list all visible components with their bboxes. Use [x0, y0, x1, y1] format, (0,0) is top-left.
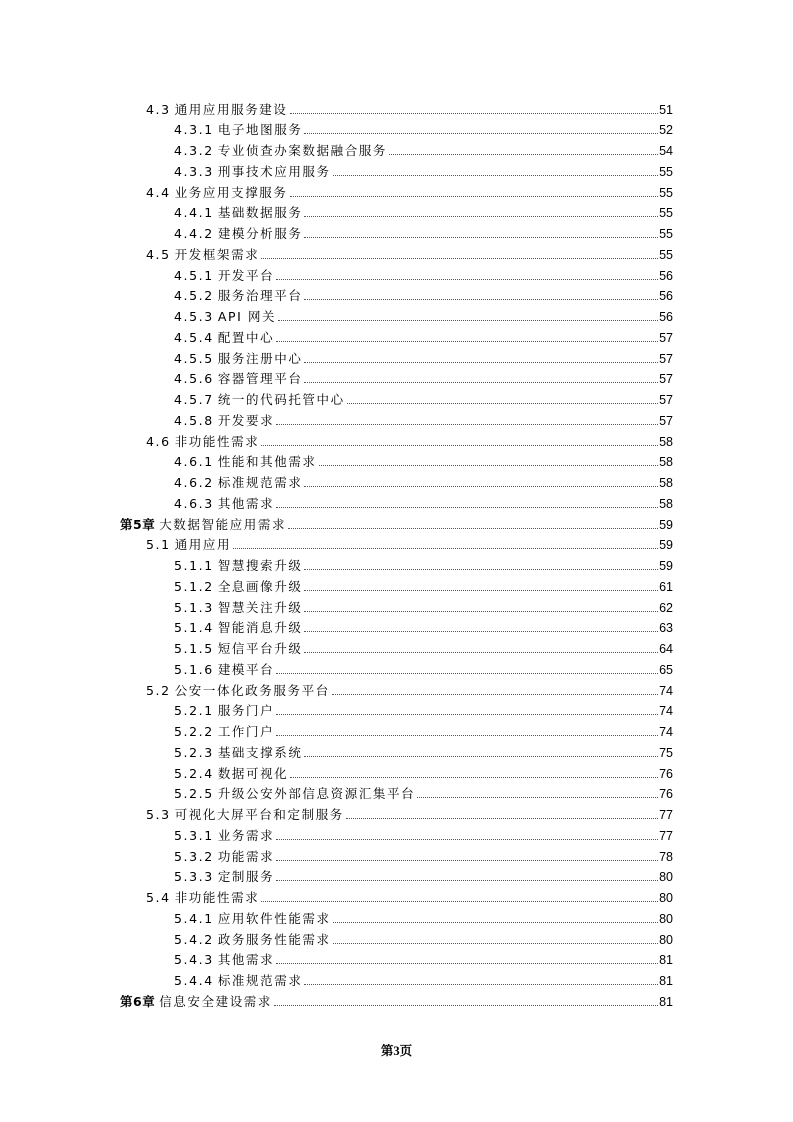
toc-leader-dots: [333, 175, 658, 176]
toc-leader-dots: [288, 528, 658, 529]
toc-entry-page-number: 55: [659, 206, 673, 221]
toc-leader-dots: [332, 694, 658, 695]
toc-entry-title: 应用软件性能需求: [217, 910, 331, 926]
toc-entry-number: 4.3.2: [174, 143, 214, 159]
toc-leader-dots: [233, 548, 658, 549]
toc-entry-title: 业务应用支撑服务: [174, 184, 288, 200]
toc-entry-title: 业务需求: [217, 827, 275, 843]
toc-entry-title: 信息安全建设需求: [159, 993, 273, 1009]
toc-entry-number: 4.5.7: [174, 392, 214, 408]
toc-entry-title: 通用应用服务建设: [174, 101, 288, 117]
toc-entry-title: 基础数据服务: [217, 205, 303, 221]
toc-entry[interactable]: [174, 947, 673, 968]
toc-entry-page-number: 58: [659, 455, 673, 470]
toc-entry-title: 智慧关注升级: [217, 599, 303, 615]
toc-leader-dots: [290, 196, 659, 197]
toc-entry-page-number: 81: [659, 953, 673, 968]
toc-entry-title: 定制服务: [217, 869, 275, 885]
toc-leader-dots: [274, 1005, 658, 1006]
toc-entry-number: 5.1.3: [174, 599, 214, 615]
toc-entry[interactable]: [174, 345, 673, 366]
toc-entry-title: 全息画像升级: [217, 578, 303, 594]
toc-entry-title: 电子地图服务: [217, 122, 303, 138]
toc-entry[interactable]: [174, 138, 673, 159]
toc-leader-dots: [347, 403, 658, 404]
toc-leader-dots: [261, 901, 658, 902]
toc-entry-page-number: 76: [659, 787, 673, 802]
toc-entry[interactable]: [174, 739, 673, 760]
toc-leader-dots: [261, 258, 658, 259]
toc-entry-title: 建模分析服务: [217, 226, 303, 242]
toc-entry-page-number: 64: [659, 642, 673, 657]
toc-leader-dots: [276, 839, 658, 840]
toc-entry[interactable]: [174, 158, 673, 179]
toc-entry-page-number: 81: [659, 994, 673, 1009]
toc-entry-title: 非功能性需求: [174, 433, 260, 449]
toc-leader-dots: [276, 880, 658, 881]
toc-entry-page-number: 80: [659, 891, 673, 906]
toc-entry-page-number: 63: [659, 621, 673, 636]
toc-entry-title: 服务注册中心: [217, 350, 303, 366]
toc-entry-number: 4.5: [146, 246, 171, 262]
toc-entry[interactable]: [174, 449, 673, 470]
toc-entry[interactable]: [174, 470, 673, 491]
toc-entry[interactable]: [174, 407, 673, 428]
toc-entry[interactable]: [174, 366, 673, 387]
toc-entry-number: 4.5.8: [174, 412, 214, 428]
toc-entry-number: 5.3: [146, 807, 171, 823]
toc-leader-dots: [304, 631, 658, 632]
toc-entry-title: 建模平台: [217, 661, 275, 677]
toc-entry-title: 开发框架需求: [174, 246, 260, 262]
toc-leader-dots: [278, 320, 658, 321]
toc-entry[interactable]: [174, 594, 673, 615]
toc-entry-page-number: 56: [659, 268, 673, 283]
toc-entry-number: 4.4.2: [174, 226, 214, 242]
toc-entry-page-number: 57: [659, 330, 673, 345]
toc-entry[interactable]: [146, 428, 673, 449]
toc-entry-number: 4.5.5: [174, 350, 214, 366]
toc-entry-page-number: 80: [659, 932, 673, 947]
toc-entry-page-number: 57: [659, 372, 673, 387]
toc-entry-number: 5.4.2: [174, 931, 214, 947]
toc-entry-title: 服务门户: [217, 703, 275, 719]
toc-entry-title: 开发要求: [217, 412, 275, 428]
toc-chapter-entry[interactable]: [120, 511, 673, 532]
toc-entry-title: API 网关: [217, 309, 277, 325]
toc-entry-page-number: 55: [659, 164, 673, 179]
toc-entry-number: 4.5.1: [174, 267, 214, 283]
toc-entry-page-number: 65: [659, 662, 673, 677]
toc-leader-dots: [304, 237, 658, 238]
toc-entry-number: 4.6: [146, 433, 171, 449]
toc-entry-page-number: 80: [659, 911, 673, 926]
toc-entry-number: 5.3.2: [174, 848, 214, 864]
toc-entry-number: 5.1.5: [174, 641, 214, 657]
toc-entry[interactable]: [174, 905, 673, 926]
toc-leader-dots: [333, 943, 658, 944]
toc-entry-title: 升级公安外部信息资源汇集平台: [217, 786, 416, 802]
toc-entry-number: 5.1.2: [174, 578, 214, 594]
toc-entry-number: 5.1.1: [174, 558, 214, 574]
toc-entry-number: 4.3: [146, 101, 171, 117]
toc-entry-title: 短信平台升级: [217, 641, 303, 657]
toc-entry-title: 通用应用: [174, 537, 232, 553]
toc-leader-dots: [304, 362, 658, 363]
toc-entry-page-number: 55: [659, 227, 673, 242]
toc-entry[interactable]: [174, 490, 673, 511]
toc-entry[interactable]: [174, 304, 673, 325]
toc-leader-dots: [261, 445, 658, 446]
toc-entry-page-number: 52: [659, 123, 673, 138]
toc-entry-title: 标准规范需求: [217, 973, 303, 989]
toc-entry[interactable]: [174, 760, 673, 781]
toc-entry-number: 5.3.3: [174, 869, 214, 885]
toc-leader-dots: [304, 590, 658, 591]
toc-entry-number: 4.3.3: [174, 163, 214, 179]
toc-entry-page-number: 77: [659, 828, 673, 843]
toc-entry[interactable]: [146, 677, 673, 698]
toc-entry-title: 容器管理平台: [217, 371, 303, 387]
toc-leader-dots: [276, 714, 658, 715]
toc-entry-title: 工作门户: [217, 724, 275, 740]
toc-leader-dots: [304, 299, 658, 300]
toc-entry-number: 5.4.3: [174, 952, 214, 968]
toc-leader-dots: [276, 860, 658, 861]
toc-entry-page-number: 57: [659, 393, 673, 408]
toc-entry-page-number: 56: [659, 310, 673, 325]
toc-entry[interactable]: [174, 781, 673, 802]
toc-entry-page-number: 59: [659, 559, 673, 574]
toc-entry-number: 5.2.5: [174, 786, 214, 802]
toc-entry[interactable]: [174, 387, 673, 408]
toc-entry-page-number: 57: [659, 351, 673, 366]
toc-entry-number: 4.6.2: [174, 475, 214, 491]
toc-entry-page-number: 78: [659, 849, 673, 864]
toc-leader-dots: [304, 652, 658, 653]
toc-entry[interactable]: [174, 553, 673, 574]
toc-entry-page-number: 77: [659, 808, 673, 823]
toc-entry-title: 配置中心: [217, 329, 275, 345]
toc-entry[interactable]: [174, 636, 673, 657]
toc-entry[interactable]: [146, 96, 673, 117]
toc-leader-dots: [304, 569, 658, 570]
toc-leader-dots: [304, 756, 658, 757]
toc-entry-page-number: 55: [659, 247, 673, 262]
toc-entry-title: 专业侦查办案数据融合服务: [217, 143, 388, 159]
toc-entry[interactable]: [174, 262, 673, 283]
toc-entry[interactable]: [146, 532, 673, 553]
toc-entry-title: 性能和其他需求: [217, 454, 317, 470]
toc-entry[interactable]: [174, 117, 673, 138]
toc-entry-page-number: 58: [659, 496, 673, 511]
toc-entry[interactable]: [174, 656, 673, 677]
page-footer: 第3页: [380, 1044, 413, 1058]
toc-entry-title: 开发平台: [217, 267, 275, 283]
toc-entry-number: 4.5.2: [174, 288, 214, 304]
toc-entry-number: 5.2: [146, 682, 171, 698]
toc-chapter-entry[interactable]: [120, 988, 673, 1009]
toc-entry-number: 第5章: [120, 516, 156, 532]
toc-entry-number: 4.4.1: [174, 205, 214, 221]
toc-entry[interactable]: [146, 885, 673, 906]
toc-entry-title: 统一的代码托管中心: [217, 392, 345, 408]
toc-entry-title: 基础支撑系统: [217, 744, 303, 760]
toc-entry-page-number: 74: [659, 704, 673, 719]
toc-entry-title: 刑事技术应用服务: [217, 163, 331, 179]
toc-entry-number: 5.4.4: [174, 973, 214, 989]
toc-entry-number: 5.1.6: [174, 661, 214, 677]
toc-leader-dots: [304, 611, 658, 612]
toc-entry[interactable]: [174, 968, 673, 989]
toc-entry-page-number: 74: [659, 725, 673, 740]
toc-leader-dots: [276, 507, 658, 508]
toc-entry[interactable]: [146, 241, 673, 262]
toc-leader-dots: [333, 922, 658, 923]
toc-leader-dots: [276, 735, 658, 736]
toc-entry-page-number: 54: [659, 144, 673, 159]
toc-entry-number: 5.1: [146, 537, 171, 553]
toc-entry-number: 5.2.1: [174, 703, 214, 719]
toc-entry[interactable]: [146, 802, 673, 823]
toc-leader-dots: [304, 133, 658, 134]
toc-leader-dots: [276, 424, 658, 425]
toc-entry[interactable]: [174, 698, 673, 719]
toc-entry[interactable]: [174, 843, 673, 864]
toc-entry-title: 智能消息升级: [217, 620, 303, 636]
toc-entry-page-number: 62: [659, 600, 673, 615]
toc-entry-title: 其他需求: [217, 952, 275, 968]
toc-leader-dots: [290, 113, 659, 114]
toc-leader-dots: [276, 279, 658, 280]
toc-entry[interactable]: [174, 864, 673, 885]
toc-entry-page-number: 51: [659, 102, 673, 117]
toc-entry-number: 4.5.4: [174, 329, 214, 345]
toc-entry-number: 4.3.1: [174, 122, 214, 138]
toc-entry-title: 大数据智能应用需求: [159, 516, 287, 532]
toc-entry[interactable]: [174, 200, 673, 221]
toc-entry-number: 4.5.6: [174, 371, 214, 387]
toc-entry-page-number: 59: [659, 538, 673, 553]
toc-leader-dots: [304, 486, 658, 487]
toc-entry-number: 5.3.1: [174, 827, 214, 843]
toc-entry-title: 服务治理平台: [217, 288, 303, 304]
toc-entry-page-number: 58: [659, 476, 673, 491]
toc-entry-page-number: 61: [659, 579, 673, 594]
toc-entry-page-number: 81: [659, 974, 673, 989]
toc-leader-dots: [304, 216, 658, 217]
toc-entry-number: 4.5.3: [174, 309, 214, 325]
toc-leader-dots: [276, 341, 658, 342]
toc-entry[interactable]: [174, 573, 673, 594]
toc-leader-dots: [276, 963, 658, 964]
toc-entry-title: 非功能性需求: [174, 890, 260, 906]
toc-entry-number: 5.1.4: [174, 620, 214, 636]
toc-entry-title: 智慧搜索升级: [217, 558, 303, 574]
toc-entry[interactable]: [174, 283, 673, 304]
toc-entry-title: 其他需求: [217, 495, 275, 511]
toc-entry[interactable]: [174, 324, 673, 345]
toc-leader-dots: [417, 797, 658, 798]
toc-entry-page-number: 56: [659, 289, 673, 304]
toc-leader-dots: [276, 673, 658, 674]
toc-entry-page-number: 74: [659, 683, 673, 698]
toc-entry[interactable]: [174, 221, 673, 242]
toc-entry-page-number: 75: [659, 745, 673, 760]
toc-entry-number: 4.6.3: [174, 495, 214, 511]
toc-entry-page-number: 58: [659, 434, 673, 449]
toc-entry-title: 可视化大屏平台和定制服务: [174, 807, 344, 823]
toc-entry-title: 功能需求: [217, 848, 275, 864]
toc-entry-page-number: 80: [659, 870, 673, 885]
toc-entry-page-number: 59: [659, 517, 673, 532]
toc-entry-page-number: 55: [659, 185, 673, 200]
toc-entry-number: 5.4: [146, 890, 171, 906]
toc-entry[interactable]: [174, 615, 673, 636]
toc-entry-title: 数据可视化: [217, 765, 289, 781]
toc-entry-number: 5.2.2: [174, 724, 214, 740]
toc-entry[interactable]: [174, 926, 673, 947]
toc-entry-number: 4.6.1: [174, 454, 214, 470]
toc-leader-dots: [346, 818, 658, 819]
toc-entry[interactable]: [174, 822, 673, 843]
toc-leader-dots: [304, 984, 658, 985]
toc-leader-dots: [290, 777, 658, 778]
toc-entry-page-number: 76: [659, 766, 673, 781]
toc-entry-title: 公安一体化政务服务平台: [174, 682, 330, 698]
toc-entry-title: 政务服务性能需求: [217, 931, 331, 947]
toc-entry-number: 5.4.1: [174, 910, 214, 926]
toc-entry-number: 4.4: [146, 184, 171, 200]
toc-leader-dots: [389, 154, 658, 155]
toc-entry-number: 5.2.3: [174, 744, 214, 760]
toc-entry-page-number: 57: [659, 413, 673, 428]
toc-entry[interactable]: [146, 179, 673, 200]
toc-entry-number: 5.2.4: [174, 765, 214, 781]
toc-leader-dots: [319, 465, 659, 466]
toc-entry-title: 标准规范需求: [217, 475, 303, 491]
toc-entry[interactable]: [174, 719, 673, 740]
toc-leader-dots: [304, 382, 658, 383]
toc-entry-number: 第6章: [120, 993, 156, 1009]
